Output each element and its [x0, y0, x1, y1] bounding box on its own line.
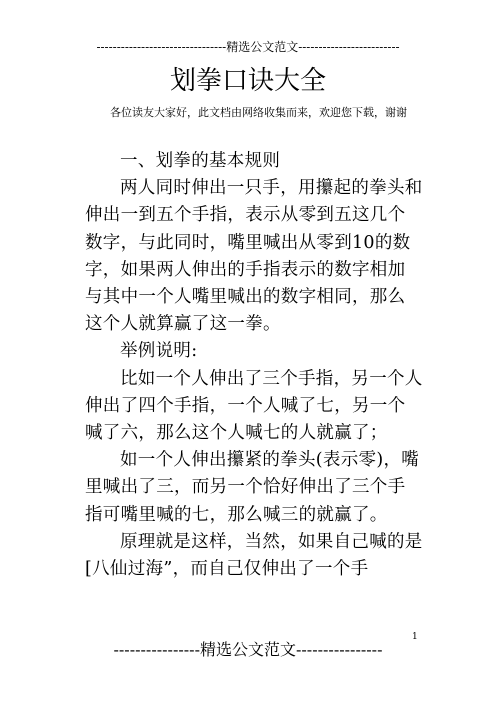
- page-header: --------------------------------精选公文范文-------------------------: [96, 40, 400, 54]
- paragraph: 比如一个人伸出了三个手指，另一个人伸出了四个手指，一个人喊了七，另一个喊了六，那么这个人喊七的人就赢了；: [85, 368, 423, 444]
- document-body: [85, 148, 423, 583]
- paragraph: 原理就是这样，当然，如果自己喊的是[八仙过海”，而自己仅伸出了一个手: [85, 531, 423, 580]
- paragraph: 两人同时伸出一只手，用攥起的拳头和伸出一到五个手指，表示从零到五这几个数字，与此同时，嘴里喊出从零到10的数字，如果两人伸出的手指表示的数字相加与其中一个人嘴里喊出的数字相同，那么这个人就算赢了这一拳。: [85, 178, 423, 335]
- paragraph: 举例说明:: [120, 341, 198, 362]
- paragraph: 如一个人伸出攥紧的拳头(表示零)，嘴里喊出了三，而另一个恰好伸出了三个手指可嘴里喊的七，那么喊三的就赢了。: [85, 450, 420, 525]
- document-subtitle: 各位读友大家好，此文档由网络收集而来，欢迎您下载，谢谢: [110, 106, 407, 119]
- section-heading: 一、划拳的基本规则: [120, 151, 281, 171]
- page-number: 1: [412, 632, 418, 642]
- document-title: 划拳口诀大全: [169, 66, 326, 96]
- page-footer: ----------------精选公文范文----------------: [113, 640, 383, 659]
